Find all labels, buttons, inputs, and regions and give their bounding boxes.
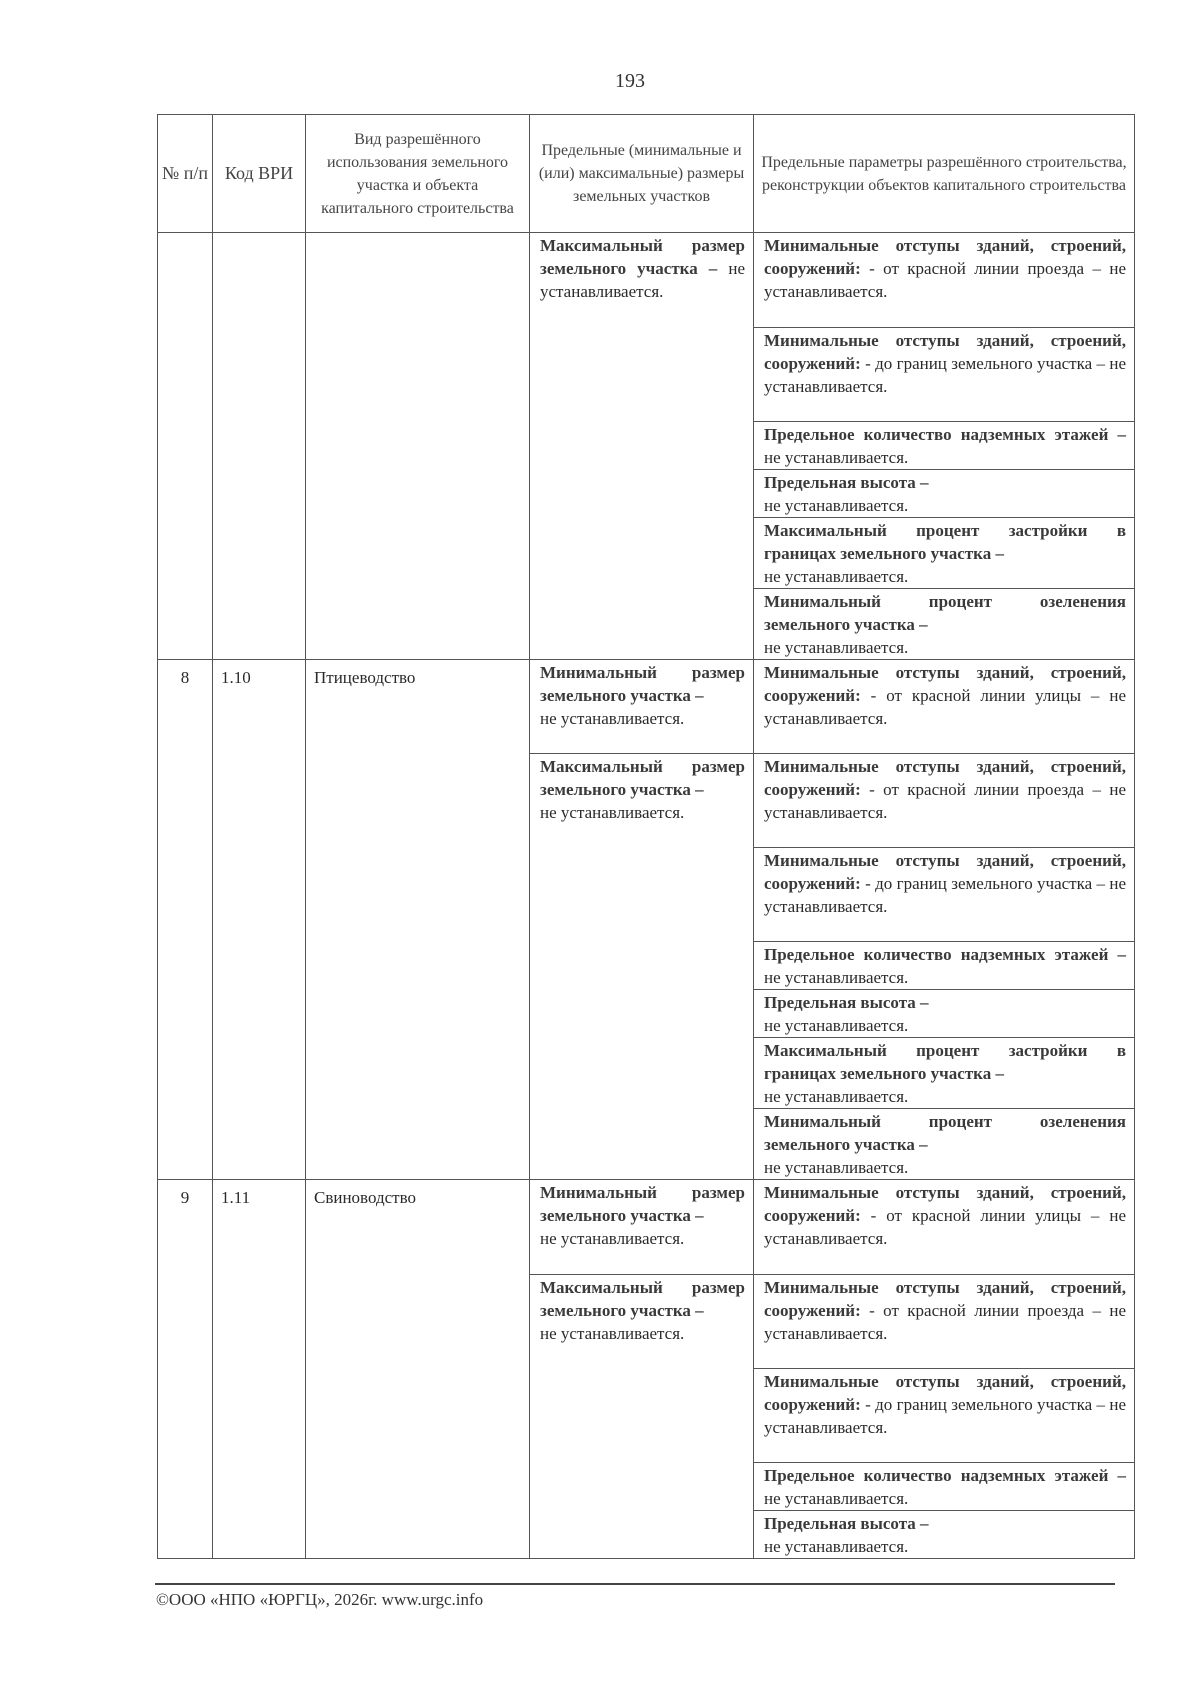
param-value: не устанавливается. [764,495,909,515]
size-max-value: не устанавливается. [540,1323,685,1343]
table-header-row [158,115,1135,233]
size-min-title: Минимальный размер земельного участка – [540,662,745,705]
size-max-title: Максимальный размер земельного участка – [540,236,745,278]
cell-code: 1.10 [213,659,306,1180]
size-max-title: Максимальный размер земельного участка – [540,757,745,799]
param-value: не устанавливается. [764,1488,909,1508]
param-title: Минимальные отступы зданий, строений, сооружений: [764,236,1126,278]
param-title: Минимальные отступы зданий, строений, сооружений: [764,1371,1126,1414]
cell-size [530,233,754,660]
table-row [158,233,1135,660]
param-title: Минимальные отступы зданий, строений, сооружений: [764,1183,1126,1225]
cell-size [530,659,754,1180]
param-title: Предельная высота – [764,472,929,492]
param-title: Предельная высота – [764,993,929,1012]
size-min-title: Минимальный размер земельного участка – [540,1183,745,1225]
size-max-value: не устанавливается. [540,259,745,301]
cell-num: 9 [158,1180,213,1559]
table-row [158,1180,1135,1559]
param-value: - от красной линии улицы – не устанавливается. [764,1206,1126,1248]
footer-divider [155,1583,1115,1585]
param-value: - до границ земельного участка – не устанавливается. [764,353,1126,396]
params-stack [754,660,1134,1180]
params-stack [754,1180,1134,1558]
zoning-table [157,114,1135,1559]
header-params: Предельные параметры разрешённого строительства, реконструкции объектов капитального строительства [754,115,1135,233]
param-value: - от красной линии проезда – не устанавливается. [764,780,1127,822]
param-title: Минимальные отступы зданий, строений, сооружений: [764,1277,1126,1320]
param-value: не устанавливается. [764,1016,909,1035]
size-max-value: не устанавливается. [540,803,685,822]
size-max [530,233,753,303]
param-title: Минимальные отступы зданий, строений, сооружений: [764,757,1126,799]
header-type: Вид разрешённого использования земельного участка и объекта капитального строительства [306,115,530,233]
cell-num: 8 [158,659,213,1180]
cell-name: Птицеводство [306,659,530,1180]
param-title: Минимальный процент озеленения земельного участка – [764,591,1126,634]
param-value: не устанавливается. [764,1536,909,1556]
param-value: не устанавливается. [764,566,909,586]
param-value: - до границ земельного участка – не устанавливается. [764,1394,1126,1437]
size-max-title: Максимальный размер земельного участка – [540,1277,745,1320]
param-value: не устанавливается. [764,447,909,467]
param-value: - от красной линии проезда – не устанавливается. [764,259,1127,301]
cell-params [754,659,1135,1180]
param-value: не устанавливается. [764,1158,909,1177]
param-value: не устанавливается. [764,1087,909,1106]
header-size: Предельные (минимальные и (или) максимальные) размеры земельных участков [530,115,754,233]
header-code: Код ВРИ [213,115,306,233]
param-title: Предельное количество надземных этажей – [764,424,1126,444]
size-stack [530,660,753,1176]
param-title: Предельная высота – [764,1513,929,1533]
footer-copyright: ©ООО «НПО «ЮРГЦ», 2026г. www.urgc.info [156,1590,484,1609]
cell-params [754,1180,1135,1559]
param-title: Минимальные отступы зданий, строений, сооружений: [764,330,1126,373]
cell-params [754,233,1135,660]
size-stack [530,1180,753,1556]
table-row [158,659,1135,1180]
page-number: 193 [615,70,645,92]
cell-name: Свиноводство [306,1180,530,1559]
cell-num [158,233,213,660]
param-title: Минимальный процент озеленения земельного участка – [764,1112,1126,1154]
param-title: Предельное количество надземных этажей – [764,945,1126,964]
size-min-value: не устанавливается. [540,708,685,728]
param-title: Минимальные отступы зданий, строений, сооружений: [764,851,1126,893]
header-num: № п/п [158,115,213,233]
size-min-value: не устанавливается. [540,1229,685,1248]
param-title: Предельное количество надземных этажей – [764,1465,1126,1485]
param-title: Максимальный процент застройки в границах земельного участка – [764,520,1126,563]
param-title: Минимальные отступы зданий, строений, сооружений: [764,662,1126,705]
param-value: не устанавливается. [764,637,909,657]
cell-code [213,233,306,660]
params-stack [754,233,1134,659]
param-title: Максимальный процент застройки в границах земельного участка – [764,1041,1126,1083]
param-value: - до границ земельного участка – не устанавливается. [764,874,1126,916]
cell-size [530,1180,754,1559]
cell-code: 1.11 [213,1180,306,1559]
param-value: - от красной линии улицы – не устанавливается. [764,685,1126,728]
cell-name [306,233,530,660]
param-value: не устанавливается. [764,968,909,987]
param-value: - от красной линии проезда – не устанавливается. [764,1300,1127,1343]
